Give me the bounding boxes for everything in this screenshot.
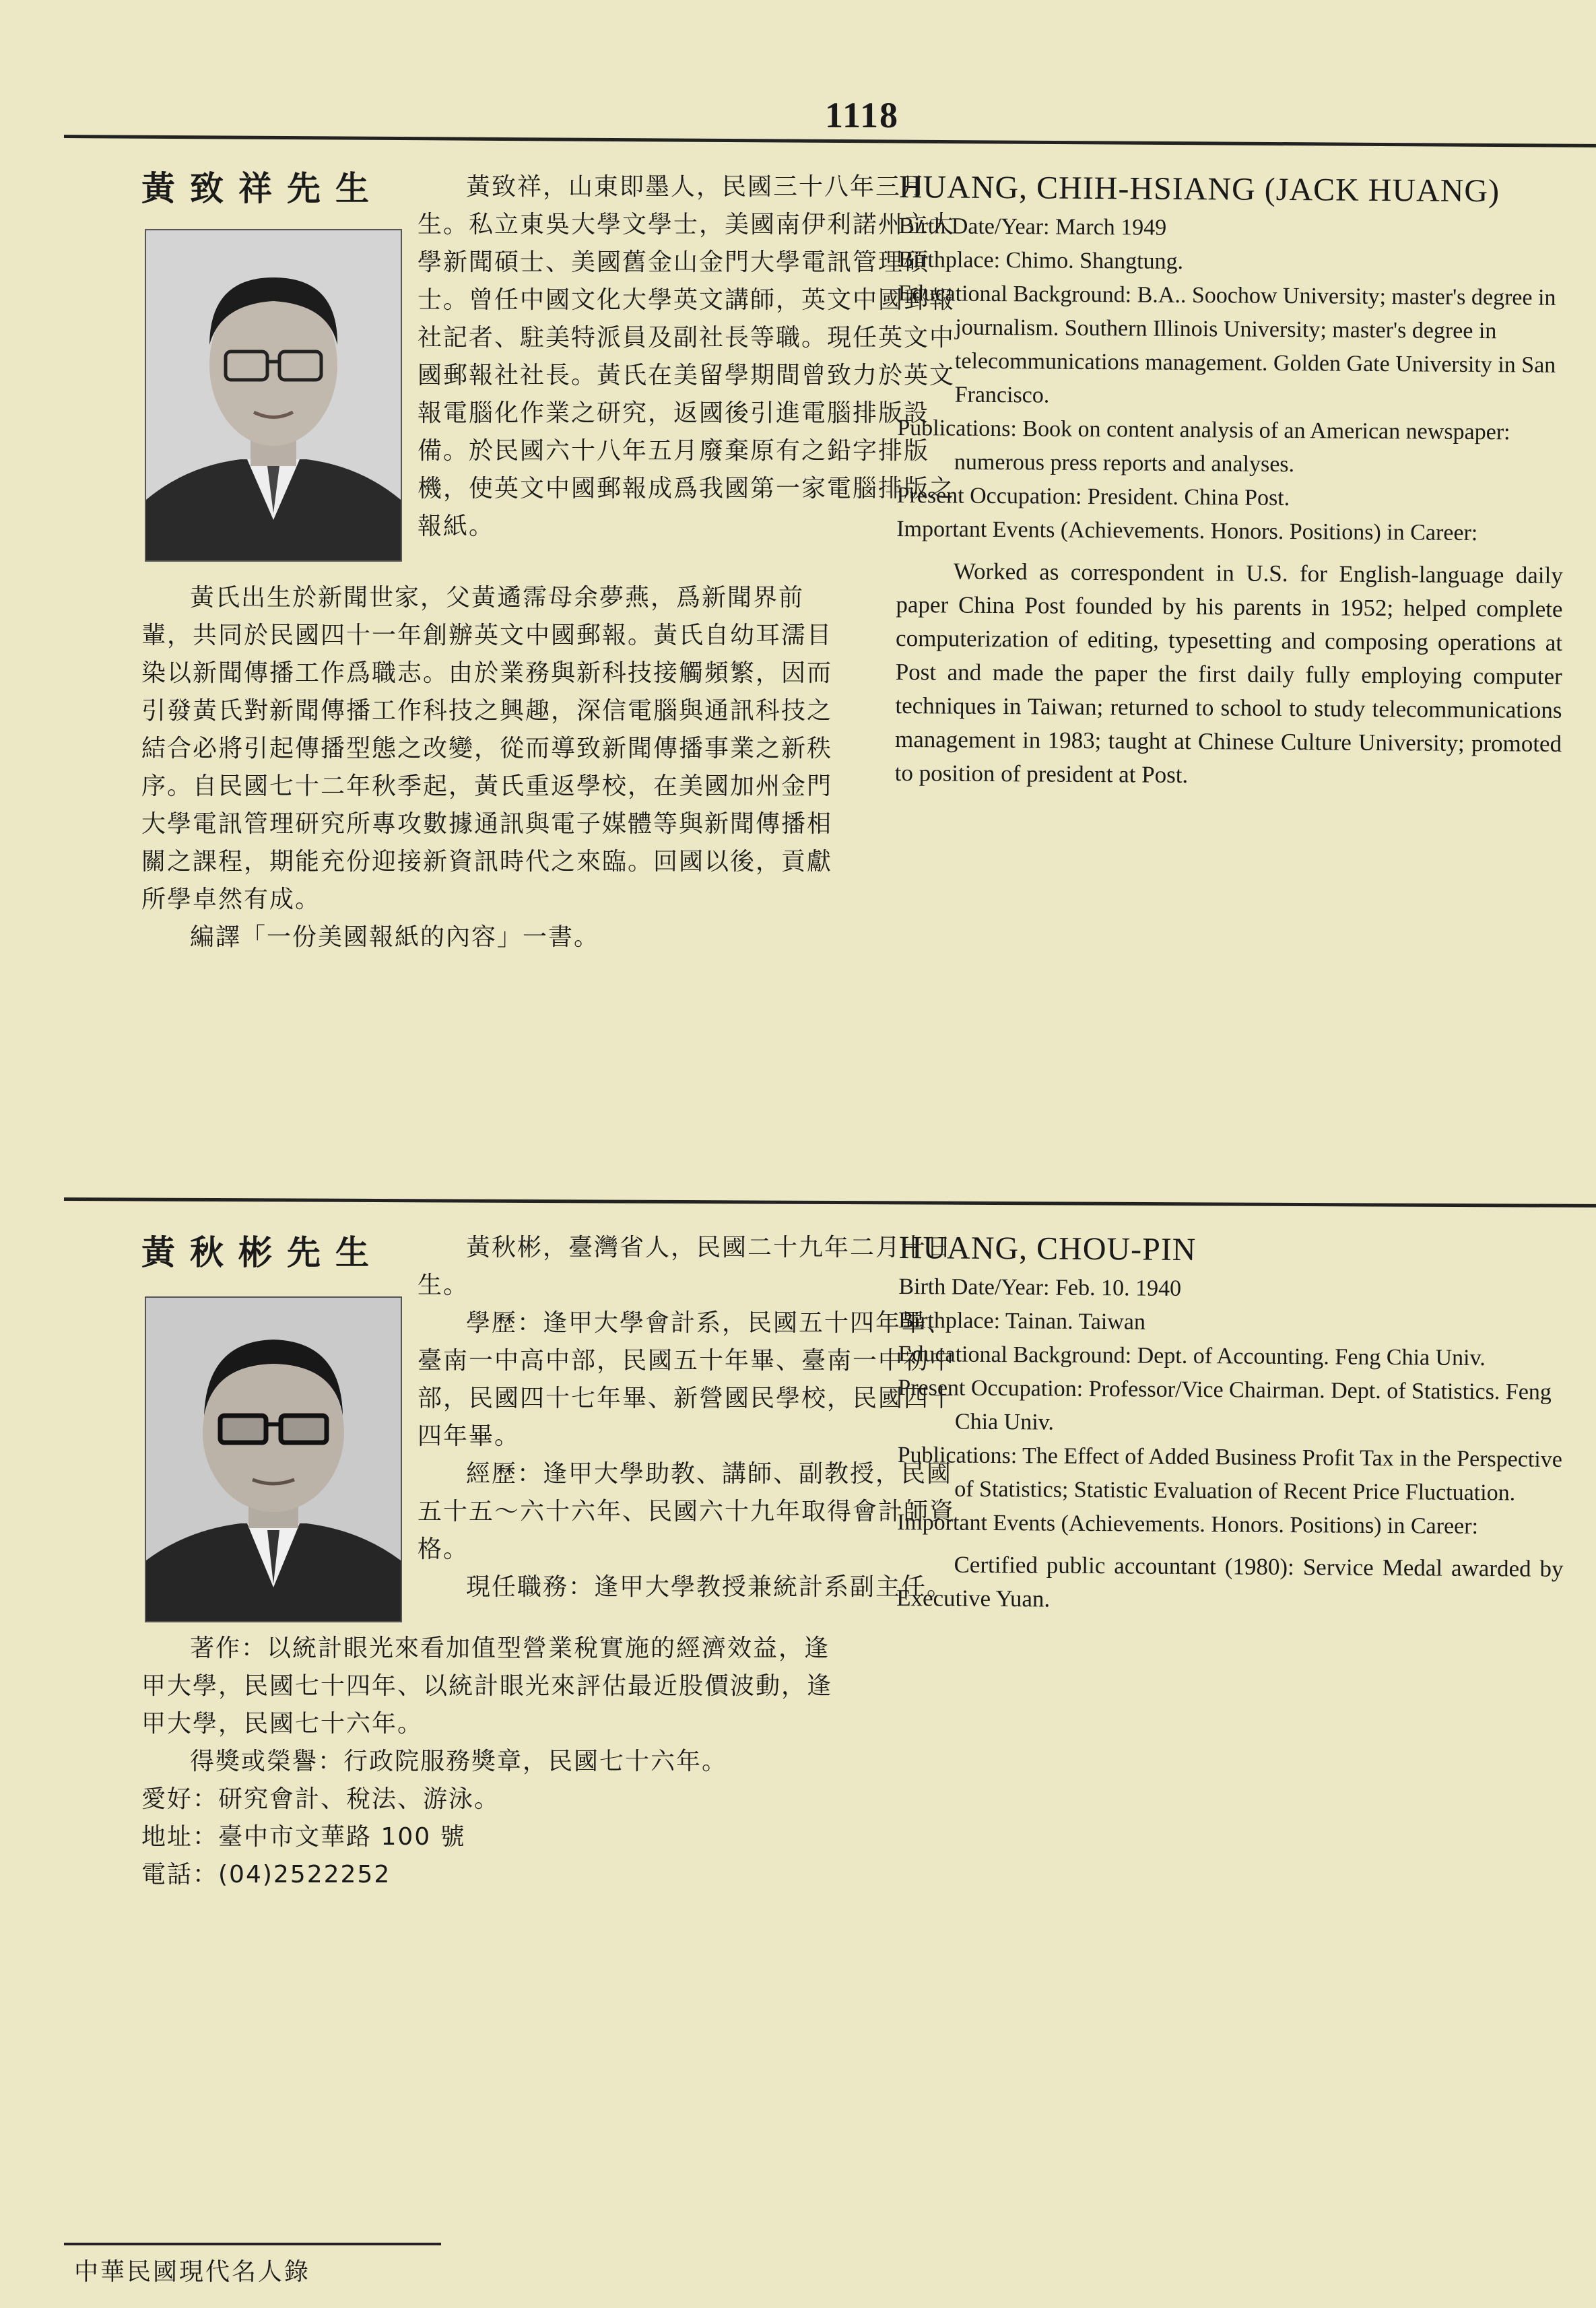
phone-line: 電話：(04)2522252 — [141, 1861, 391, 1888]
events-body: Worked as correspondent in U.S. for English-language daily paper China Post founded by his parents in 1952; helped complete computerization of editing, typesetting and composing operations at Post and made the paper the first daily fully employing computer techniques in Taiwan; returned to school to study telecommunications management in 1983; taught at Chinese Culture University; promoted to position of president at Post. — [894, 558, 1563, 789]
chinese-bio-paragraph: 黃秋彬，臺灣省人，民國二十九年二月十日生。 — [418, 1234, 953, 1299]
chinese-name-heading: 黃秋彬先生 — [141, 1233, 384, 1272]
publications-field: Publications: The Effect of Added Business Profit Tax in the Perspective of Statistics; Statistic Evaluation of Recent Price Fluctuation. — [897, 1442, 1563, 1506]
english-biography — [896, 1229, 1566, 1620]
chinese-name-heading: 黃致祥先生 — [141, 169, 384, 208]
english-biography — [895, 168, 1566, 795]
footer-book-title: 中華民國現代名人錄 — [74, 2258, 311, 2286]
birthplace-field: Birthplace: Tainan. Taiwan — [898, 1307, 1146, 1335]
events-body: Certified public accountant (1980): Service Medal awarded by Executive Yuan. — [896, 1551, 1564, 1612]
biography-entry-2 — [0, 1212, 1596, 2222]
top-divider — [64, 135, 1596, 147]
education-field: Educational Background: Dept. of Accounting. Feng Chia Univ. — [898, 1341, 1486, 1371]
portrait-image — [146, 1298, 401, 1621]
hobbies-line: 愛好：研究會計、稅法、游泳。 — [141, 1785, 500, 1813]
portrait-photo — [145, 229, 402, 562]
birth-date-field: Birth Date/Year: Feb. 10. 1940 — [898, 1274, 1182, 1301]
chinese-bio-paragraph: 經歷：逢甲大學助教、講師、副教授，民國五十五～六十六年、民國六十九年取得會計師資格。 — [418, 1460, 956, 1563]
chinese-bio-body — [141, 1630, 835, 1894]
portrait-photo — [145, 1296, 402, 1622]
middle-divider — [64, 1197, 1596, 1208]
chinese-bio-body — [141, 579, 835, 956]
occupation-field: Present Occupation: Professor/Vice Chairman. Dept. of Statistics. Feng Chia Univ. — [898, 1375, 1552, 1435]
chinese-bio-paragraph: 黃氏出生於新聞世家，父黃遹霈母余夢燕，爲新聞界前輩，共同於民國四十一年創辦英文中國郵報。黃氏自幼耳濡目染以新聞傳播工作爲職志。由於業務與新科技接觸頻繁，因而引發黃氏對新聞傳播工作科技之興趣，深信電腦與通訊科技之結合必將引起傳播型態之改變，從而導致新聞傳播事業之新秩序。自民國七十二年秋季起，黃氏重返學校，在美國加州金門大學電訊管理研究所專攻數據通訊與電子媒體等與新聞傳播相關之課程，期能充份迎接新資訊時代之來臨。回國以後，貢獻所學卓然有成。 — [141, 584, 833, 913]
occupation-field: Present Occupation: President. China Post. — [896, 482, 1290, 511]
biography-entry-1 — [0, 148, 1596, 1185]
chinese-bio-intro — [418, 1229, 976, 1606]
events-field: Important Events (Achievements. Honors. Positions) in Career: — [896, 516, 1478, 546]
address-line: 地址：臺中市文華路 100 號 — [141, 1823, 466, 1851]
english-name-heading: HUANG, CHIH-HSIANG (JACK HUANG) — [898, 168, 1500, 209]
publications-field: Publications: Book on content analysis of an American newspaper: numerous press reports and analyses. — [897, 415, 1510, 477]
english-name-heading: HUANG, CHOU-PIN — [898, 1230, 1197, 1268]
chinese-bio-paragraph: 得獎或榮譽：行政院服務獎章，民國七十六年。 — [190, 1748, 728, 1775]
chinese-bio-paragraph: 學歷：逢甲大學會計系，民國五十四年畢、臺南一中高中部，民國五十年畢、臺南一中初中部，民國四十七年畢、新營國民學校，民國四十四年畢。 — [418, 1309, 956, 1450]
chinese-bio-intro — [418, 168, 976, 546]
chinese-bio-paragraph: 黃致祥，山東即墨人，民國三十八年三月生。私立東吳大學文學士，美國南伊利諾州立大學新聞碩士、美國舊金山金門大學電訊管理碩士。曾任中國文化大學英文講師，英文中國郵報社記者、駐美特派員及副社長等職。現任英文中國郵報社社長。黃氏在美留學期間曾致力於英文報電腦化作業之研究，返國後引進電腦排版設備。於民國六十八年五月廢棄原有之鉛字排版機，使英文中國郵報成爲我國第一家電腦排版之報紙。 — [418, 173, 956, 540]
events-field: Important Events (Achievements. Honors. Positions) in Career: — [896, 1509, 1479, 1540]
portrait-image — [146, 230, 401, 560]
chinese-bio-paragraph: 著作：以統計眼光來看加值型營業稅實施的經濟效益，逢甲大學，民國七十四年、以統計眼光來評估最近股價波動，逢甲大學，民國七十六年。 — [141, 1635, 833, 1738]
footer-divider — [64, 2243, 441, 2245]
education-field: Educational Background: B.A.. Soochow University; master's degree in journalism. Southern Illinois University; master's degree in telecommunications management. Golden Gate University in San Francisco. — [898, 280, 1556, 408]
chinese-bio-paragraph: 編譯「一份美國報紙的內容」一書。 — [190, 923, 600, 951]
birth-date-field: Birth Date/Year: March 1949 — [898, 213, 1167, 240]
chinese-bio-paragraph: 現任職務：逢甲大學教授兼統計系副主任。 — [466, 1573, 953, 1601]
page-number: 1118 — [824, 95, 900, 135]
birthplace-field: Birthplace: Chimo. Shangtung. — [898, 246, 1184, 274]
